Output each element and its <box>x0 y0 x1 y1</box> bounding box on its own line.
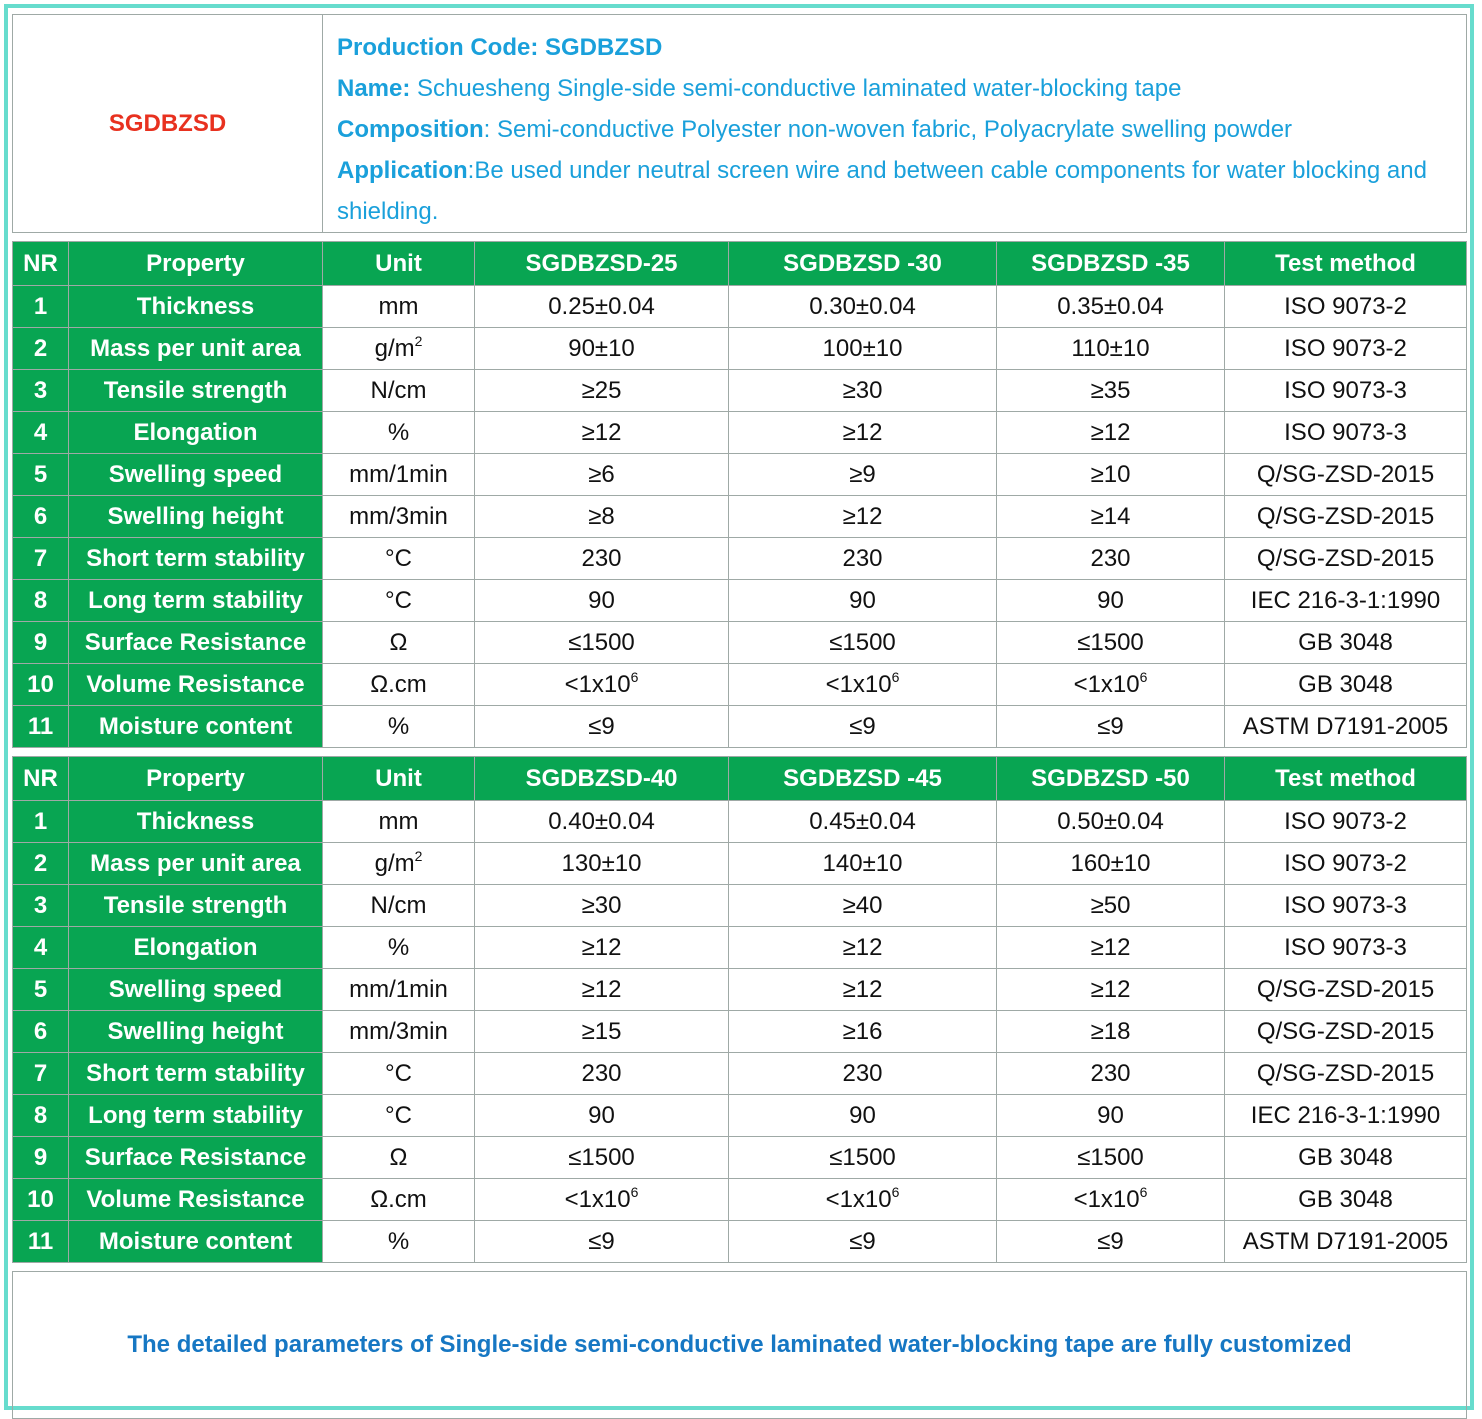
table-1-header-row <box>13 242 1467 286</box>
property-name: Long term stability <box>69 580 323 622</box>
unit: Ω.cm <box>323 1179 475 1221</box>
test-method: ISO 9073-2 <box>1225 328 1467 370</box>
property-name: Elongation <box>69 412 323 454</box>
production-code-value: SGDBZSD <box>545 34 663 61</box>
test-method: Q/SG-ZSD-2015 <box>1225 496 1467 538</box>
name-value: Schuesheng Single-side semi-conductive laminated water-blocking tape <box>417 75 1182 102</box>
unit: mm/1min <box>323 969 475 1011</box>
row-number: 11 <box>13 706 69 748</box>
value-c: ≤9 <box>997 1221 1225 1263</box>
property-name: Swelling height <box>69 496 323 538</box>
unit: °C <box>323 538 475 580</box>
table-1-row <box>13 622 1467 664</box>
test-method: ISO 9073-2 <box>1225 801 1467 843</box>
value-b: ≤1500 <box>729 622 997 664</box>
property-name: Tensile strength <box>69 370 323 412</box>
property-name: Elongation <box>69 927 323 969</box>
value-a: 90 <box>475 580 729 622</box>
unit: mm/3min <box>323 496 475 538</box>
value-a: ≥12 <box>475 927 729 969</box>
row-number: 10 <box>13 1179 69 1221</box>
row-number: 11 <box>13 1221 69 1263</box>
property-name: Long term stability <box>69 1095 323 1137</box>
unit: $g/m^2$ <box>323 328 475 370</box>
unit: $g/m^2$ <box>323 843 475 885</box>
footer-note: The detailed parameters of Single-side semi-conductive laminated water-blocking tape are fully customized <box>13 1272 1467 1419</box>
table-2-row <box>13 1179 1467 1221</box>
value-a: ≥12 <box>475 412 729 454</box>
property-name: Swelling speed <box>69 454 323 496</box>
table-1-row <box>13 580 1467 622</box>
table-2-col-header: Unit <box>323 757 475 801</box>
value-a: $<1x10^6$ <box>475 664 729 706</box>
table-1-row <box>13 496 1467 538</box>
value-c: ≤1500 <box>997 622 1225 664</box>
test-method: GB 3048 <box>1225 664 1467 706</box>
value-b: 0.30±0.04 <box>729 286 997 328</box>
value-c: $<1x10^6$ <box>997 1179 1225 1221</box>
table-2-row <box>13 1221 1467 1263</box>
value-b: ≥40 <box>729 885 997 927</box>
composition-value: : Semi-conductive Polyester non-woven fabric, Polyacrylate swelling powder <box>483 116 1293 143</box>
value-b: ≤9 <box>729 1221 997 1263</box>
row-number: 3 <box>13 885 69 927</box>
row-number: 4 <box>13 412 69 454</box>
test-method: ISO 9073-2 <box>1225 843 1467 885</box>
unit: % <box>323 412 475 454</box>
table-2-row <box>13 1095 1467 1137</box>
test-method: ASTM D7191-2005 <box>1225 1221 1467 1263</box>
table-2-row <box>13 927 1467 969</box>
unit: Ω <box>323 1137 475 1179</box>
unit: N/cm <box>323 370 475 412</box>
table-2-col-header: Test method <box>1225 757 1467 801</box>
test-method: ISO 9073-2 <box>1225 286 1467 328</box>
value-c: ≥14 <box>997 496 1225 538</box>
unit: Ω <box>323 622 475 664</box>
value-c: ≥50 <box>997 885 1225 927</box>
test-method: Q/SG-ZSD-2015 <box>1225 454 1467 496</box>
value-a: 230 <box>475 1053 729 1095</box>
unit: °C <box>323 580 475 622</box>
table-1-row <box>13 706 1467 748</box>
table-1-col-header: Property <box>69 242 323 286</box>
table-2-col-header: SGDBZSD -50 <box>997 757 1225 801</box>
value-c: 110±10 <box>997 328 1225 370</box>
value-c: ≥35 <box>997 370 1225 412</box>
property-name: Volume Resistance <box>69 664 323 706</box>
table-2-row <box>13 969 1467 1011</box>
unit: N/cm <box>323 885 475 927</box>
property-name: Moisture content <box>69 1221 323 1263</box>
value-a: 90 <box>475 1095 729 1137</box>
value-c: 230 <box>997 538 1225 580</box>
property-name: Tensile strength <box>69 885 323 927</box>
row-number: 9 <box>13 622 69 664</box>
value-b: 230 <box>729 1053 997 1095</box>
spec-sheet-table <box>12 14 1467 1419</box>
application-label: Application <box>337 157 468 184</box>
footer-row <box>13 1272 1467 1419</box>
product-info-cell <box>323 15 1467 233</box>
table-1-col-header: SGDBZSD-25 <box>475 242 729 286</box>
property-name: Surface Resistance <box>69 622 323 664</box>
row-number: 10 <box>13 664 69 706</box>
value-a: 0.40±0.04 <box>475 801 729 843</box>
table-1-col-header: NR <box>13 242 69 286</box>
value-a: $<1x10^6$ <box>475 1179 729 1221</box>
application-value: :Be used under neutral screen wire and between cable components for water blocking and shielding. <box>337 157 1427 225</box>
table-1-col-header: Unit <box>323 242 475 286</box>
unit: % <box>323 706 475 748</box>
property-name: Short term stability <box>69 1053 323 1095</box>
row-number: 9 <box>13 1137 69 1179</box>
product-code-cell <box>13 15 323 233</box>
table-1-row <box>13 664 1467 706</box>
value-b: ≥16 <box>729 1011 997 1053</box>
test-method: ASTM D7191-2005 <box>1225 706 1467 748</box>
table-2-row <box>13 801 1467 843</box>
composition-line <box>337 109 1452 150</box>
value-b: ≥12 <box>729 496 997 538</box>
row-number: 8 <box>13 580 69 622</box>
table-1-row <box>13 454 1467 496</box>
row-number: 5 <box>13 454 69 496</box>
value-a: ≥6 <box>475 454 729 496</box>
table-2-col-header: SGDBZSD -45 <box>729 757 997 801</box>
test-method: Q/SG-ZSD-2015 <box>1225 538 1467 580</box>
value-b: 230 <box>729 538 997 580</box>
unit: % <box>323 927 475 969</box>
name-line <box>337 68 1452 109</box>
property-name: Mass per unit area <box>69 328 323 370</box>
value-a: ≥15 <box>475 1011 729 1053</box>
value-a: ≤9 <box>475 1221 729 1263</box>
value-c: ≤9 <box>997 706 1225 748</box>
value-b: 90 <box>729 580 997 622</box>
value-a: ≤9 <box>475 706 729 748</box>
table-2-row <box>13 843 1467 885</box>
table-2-header-row <box>13 757 1467 801</box>
unit: mm/1min <box>323 454 475 496</box>
unit: °C <box>323 1095 475 1137</box>
table-2-col-header: Property <box>69 757 323 801</box>
value-b: 90 <box>729 1095 997 1137</box>
table-1-row <box>13 412 1467 454</box>
value-b: 0.45±0.04 <box>729 801 997 843</box>
unit: °C <box>323 1053 475 1095</box>
name-label: Name: <box>337 75 411 102</box>
test-method: GB 3048 <box>1225 1179 1467 1221</box>
test-method: Q/SG-ZSD-2015 <box>1225 969 1467 1011</box>
value-c: $<1x10^6$ <box>997 664 1225 706</box>
test-method: ISO 9073-3 <box>1225 927 1467 969</box>
value-a: ≤1500 <box>475 622 729 664</box>
value-c: 230 <box>997 1053 1225 1095</box>
row-number: 8 <box>13 1095 69 1137</box>
composition-label: Composition <box>337 116 484 143</box>
row-number: 4 <box>13 927 69 969</box>
product-code-label: SGDBZSD <box>108 109 227 137</box>
property-name: Thickness <box>69 286 323 328</box>
unit: % <box>323 1221 475 1263</box>
property-name: Short term stability <box>69 538 323 580</box>
value-c: ≥12 <box>997 927 1225 969</box>
value-b: 100±10 <box>729 328 997 370</box>
table-1-col-header: SGDBZSD -30 <box>729 242 997 286</box>
unit: Ω.cm <box>323 664 475 706</box>
test-method: ISO 9073-3 <box>1225 412 1467 454</box>
value-a: 230 <box>475 538 729 580</box>
table-2-row <box>13 1053 1467 1095</box>
value-b: ≥12 <box>729 412 997 454</box>
spacer-row <box>13 1263 1467 1272</box>
value-c: ≥12 <box>997 969 1225 1011</box>
row-number: 2 <box>13 843 69 885</box>
value-b: ≥12 <box>729 927 997 969</box>
property-name: Moisture content <box>69 706 323 748</box>
test-method: Q/SG-ZSD-2015 <box>1225 1011 1467 1053</box>
value-b: ≤1500 <box>729 1137 997 1179</box>
row-number: 2 <box>13 328 69 370</box>
value-c: ≥18 <box>997 1011 1225 1053</box>
property-name: Mass per unit area <box>69 843 323 885</box>
spacer-row <box>13 748 1467 757</box>
value-b: $<1x10^6$ <box>729 664 997 706</box>
spacer-row <box>13 233 1467 242</box>
table-1-row <box>13 286 1467 328</box>
value-b: ≥9 <box>729 454 997 496</box>
value-a: ≥8 <box>475 496 729 538</box>
application-line <box>337 150 1452 232</box>
value-a: 0.25±0.04 <box>475 286 729 328</box>
table-1-row <box>13 328 1467 370</box>
unit: mm <box>323 801 475 843</box>
property-name: Swelling height <box>69 1011 323 1053</box>
value-b: ≥12 <box>729 969 997 1011</box>
value-c: 90 <box>997 580 1225 622</box>
value-c: 160±10 <box>997 843 1225 885</box>
test-method: IEC 216-3-1:1990 <box>1225 580 1467 622</box>
table-2-row <box>13 1011 1467 1053</box>
row-number: 7 <box>13 1053 69 1095</box>
value-a: ≥30 <box>475 885 729 927</box>
value-a: ≤1500 <box>475 1137 729 1179</box>
table-2-row <box>13 1137 1467 1179</box>
test-method: GB 3048 <box>1225 1137 1467 1179</box>
unit: mm <box>323 286 475 328</box>
property-name: Surface Resistance <box>69 1137 323 1179</box>
value-b: 140±10 <box>729 843 997 885</box>
table-2-col-header: NR <box>13 757 69 801</box>
row-number: 6 <box>13 496 69 538</box>
value-c: ≤1500 <box>997 1137 1225 1179</box>
row-number: 7 <box>13 538 69 580</box>
test-method: Q/SG-ZSD-2015 <box>1225 1053 1467 1095</box>
value-c: 0.35±0.04 <box>997 286 1225 328</box>
table-1-row <box>13 370 1467 412</box>
property-name: Swelling speed <box>69 969 323 1011</box>
row-number: 5 <box>13 969 69 1011</box>
row-number: 1 <box>13 801 69 843</box>
row-number: 6 <box>13 1011 69 1053</box>
value-c: ≥10 <box>997 454 1225 496</box>
value-b: ≥30 <box>729 370 997 412</box>
property-name: Volume Resistance <box>69 1179 323 1221</box>
property-name: Thickness <box>69 801 323 843</box>
test-method: GB 3048 <box>1225 622 1467 664</box>
value-c: ≥12 <box>997 412 1225 454</box>
table-2-col-header: SGDBZSD-40 <box>475 757 729 801</box>
value-a: ≥12 <box>475 969 729 1011</box>
value-a: ≥25 <box>475 370 729 412</box>
test-method: ISO 9073-3 <box>1225 370 1467 412</box>
value-a: 130±10 <box>475 843 729 885</box>
product-info-row <box>13 15 1467 233</box>
table-1-row <box>13 538 1467 580</box>
value-a: 90±10 <box>475 328 729 370</box>
table-2-row <box>13 885 1467 927</box>
table-1-col-header: Test method <box>1225 242 1467 286</box>
test-method: ISO 9073-3 <box>1225 885 1467 927</box>
unit: mm/3min <box>323 1011 475 1053</box>
value-c: 0.50±0.04 <box>997 801 1225 843</box>
value-b: $<1x10^6$ <box>729 1179 997 1221</box>
table-1-col-header: SGDBZSD -35 <box>997 242 1225 286</box>
production-code-label: Production Code: <box>337 34 539 61</box>
production-code-line <box>337 27 1452 68</box>
value-c: 90 <box>997 1095 1225 1137</box>
value-b: ≤9 <box>729 706 997 748</box>
test-method: IEC 216-3-1:1990 <box>1225 1095 1467 1137</box>
row-number: 1 <box>13 286 69 328</box>
row-number: 3 <box>13 370 69 412</box>
